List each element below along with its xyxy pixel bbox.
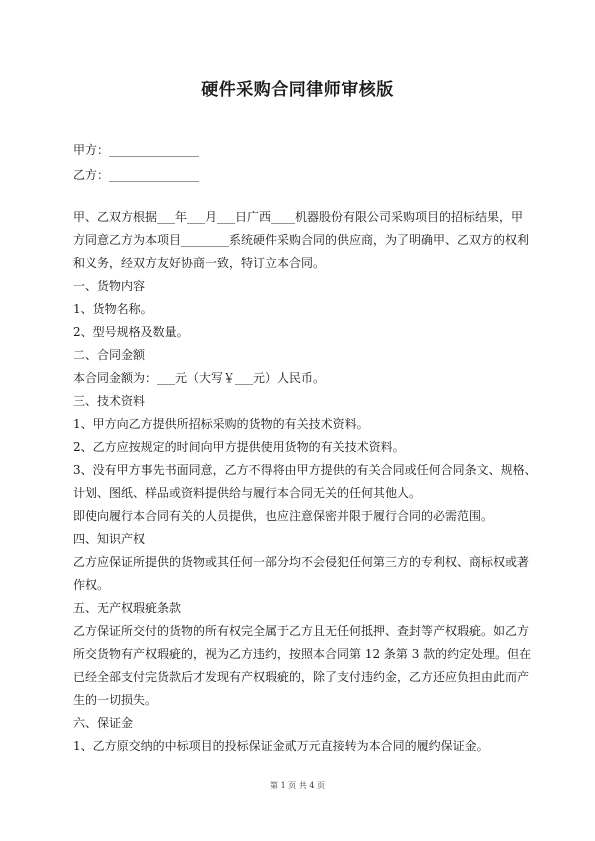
page-number-footer: 第 1 页 共 4 页 [270, 781, 325, 790]
body-line: 乙方保证所交付的货物的所有权完全属于乙方且无任何抵押、查封等产权瑕疵。如乙方 [73, 624, 530, 638]
body-line: 即使向履行本合同有关的人员提供，也应注意保密并限于履行合同的必需范围。 [73, 509, 494, 523]
body-line: 生的一切损失。 [73, 693, 158, 707]
party-b-line: 乙方：_______________ [73, 168, 200, 182]
contract-body [73, 209, 537, 753]
body-line: 已经全部支付完货款后才发现有产权瑕疵的，除了支付违约金，乙方还应负担由此而产 [73, 670, 530, 684]
body-line: 1、甲方向乙方提供所招标采购的货物的有关技术资料。 [73, 417, 369, 431]
body-line: 方同意乙方为本项目________系统硬件采购合同的供应商，为了明确甲、乙双方的权利 [73, 233, 530, 247]
body-line: 本合同金额为：___元（大写￥___元）人民币。 [73, 371, 326, 385]
body-line: 3、没有甲方事先书面同意，乙方不得将由甲方提供的有关合同或任何合同条文、规格、 [73, 463, 537, 477]
section-heading: 三、技术资料 [73, 394, 146, 408]
section-heading: 一、货物内容 [73, 279, 146, 293]
section-heading: 五、无产权瑕疵条款 [73, 601, 182, 615]
body-line: 1、货物名称。 [73, 302, 153, 316]
body-line: 作权。 [73, 578, 110, 592]
body-line: 甲、乙双方根据___年___月___日广西____机器股份有限公司采购项目的招标结果，甲 [73, 210, 524, 224]
section-heading: 四、知识产权 [73, 532, 146, 546]
body-line: 所交货物有产权瑕疵的，视为乙方违约，按照本合同第 12 条第 3 款的约定处理。但在 [73, 647, 532, 661]
page-title: 硬件采购合同律师审核版 [201, 80, 394, 100]
body-line: 2、型号规格及数量。 [73, 325, 189, 339]
section-heading: 二、合同金额 [73, 348, 146, 362]
body-line: 1、乙方原交纳的中标项目的投标保证金贰万元直接转为本合同的履约保证金。 [73, 739, 489, 753]
section-heading: 六、保证金 [73, 716, 134, 730]
body-line: 乙方应保证所提供的货物或其任何一部分均不会侵犯任何第三方的专利权、商标权或著 [73, 555, 530, 569]
body-line: 和义务，经双方友好协商一致，特订立本合同。 [73, 256, 326, 270]
body-line: 计划、图纸、样品或资料提供给与履行本合同无关的任何其他人。 [73, 486, 422, 500]
party-a-line: 甲方：_______________ [73, 143, 200, 157]
body-line: 2、乙方应按规定的时间向甲方提供使用货物的有关技术资料。 [73, 440, 405, 454]
